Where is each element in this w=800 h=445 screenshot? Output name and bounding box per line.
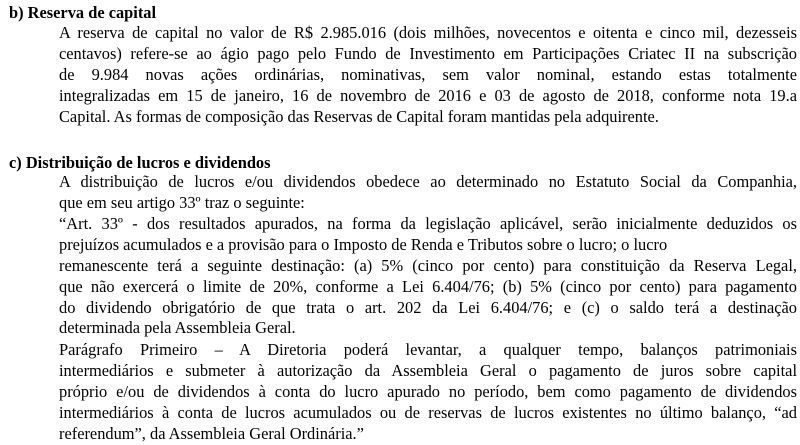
section-b-line: integralizadas em 15 de janeiro, 16 de novembro de 2016 e 03 de agosto de 2018, conforme nota 19.a xyxy=(59,85,797,105)
section-c-intro xyxy=(59,172,797,214)
section-b-heading: b) Reserva de capital xyxy=(9,3,157,22)
section-b-line: A reserva de capital no valor de R$ 2.985.016 (dois milhões, novecentos e oitenta e cinco mil, dezesseis xyxy=(59,23,797,42)
section-c-quote-line: “Art. 33º - dos resultados apurados, na forma da legislação aplicável, serão inicialmente deduzidos os xyxy=(59,214,797,233)
section-c-paragraph-primeiro xyxy=(59,340,797,444)
section-c-paragraph-line: próprio e/ou de dividendos à conta do lucro apurado no período, bem como pagamento de dividendos xyxy=(59,381,797,401)
section-c-heading: c) Distribuição de lucros e dividendos xyxy=(9,153,271,172)
section-c-paragraph-line: Parágrafo Primeiro – A Diretoria poderá levantar, a qualquer tempo, balanços patrimoniais xyxy=(59,340,797,359)
section-c-paragraph-line: intermediários e submeter à autorização da Assembleia Geral o pagamento de juros sobre capital xyxy=(59,360,797,380)
section-b-line: Capital. As formas de composição das Reservas de Capital foram mantidas pela adquirente. xyxy=(59,106,659,126)
section-c-intro-line: A distribuição de lucros e/ou dividendos obedece ao determinado no Estatuto Social da Companhia, xyxy=(59,172,797,191)
section-c-quote-line: prejuízos acumulados e a provisão para o Imposto de Renda e Tributos sobre o lucro; o lucro xyxy=(59,234,668,254)
section-c-paragraph-line: intermediários à conta de lucros acumulados ou de reservas de lucros existentes no último balanço, “ad xyxy=(59,402,797,422)
section-c-paragraph-line: referendum”, da Assembleia Geral Ordinária.” xyxy=(59,423,364,443)
section-c-intro-line: que em seu artigo 33º traz o seguinte: xyxy=(59,192,305,212)
section-b-paragraph xyxy=(59,23,797,127)
section-c-quote-line: que não exercerá o limite de 20%, conforme a Lei 6.404/76; (b) 5% (cinco por cento) para pagamento xyxy=(59,276,797,296)
section-b-line: centavos) refere-se ao ágio pago pelo Fundo de Investimento em Participações Criatec II na subscrição xyxy=(59,43,797,63)
section-c-quote-line: determinada pela Assembleia Geral. xyxy=(59,318,296,338)
section-c-quote xyxy=(59,214,797,339)
section-c-quote-line: do dividendo obrigatório de que trata o art. 202 da Lei 6.404/76; e (c) o saldo terá a destinação xyxy=(59,297,797,317)
section-c-quote-line: remanescente terá a seguinte destinação: (a) 5% (cinco por cento) para constituição da Reserva Legal, xyxy=(59,255,797,275)
section-b-line: de 9.984 novas ações ordinárias, nominativas, sem valor nominal, estando estas totalmente xyxy=(59,64,797,84)
